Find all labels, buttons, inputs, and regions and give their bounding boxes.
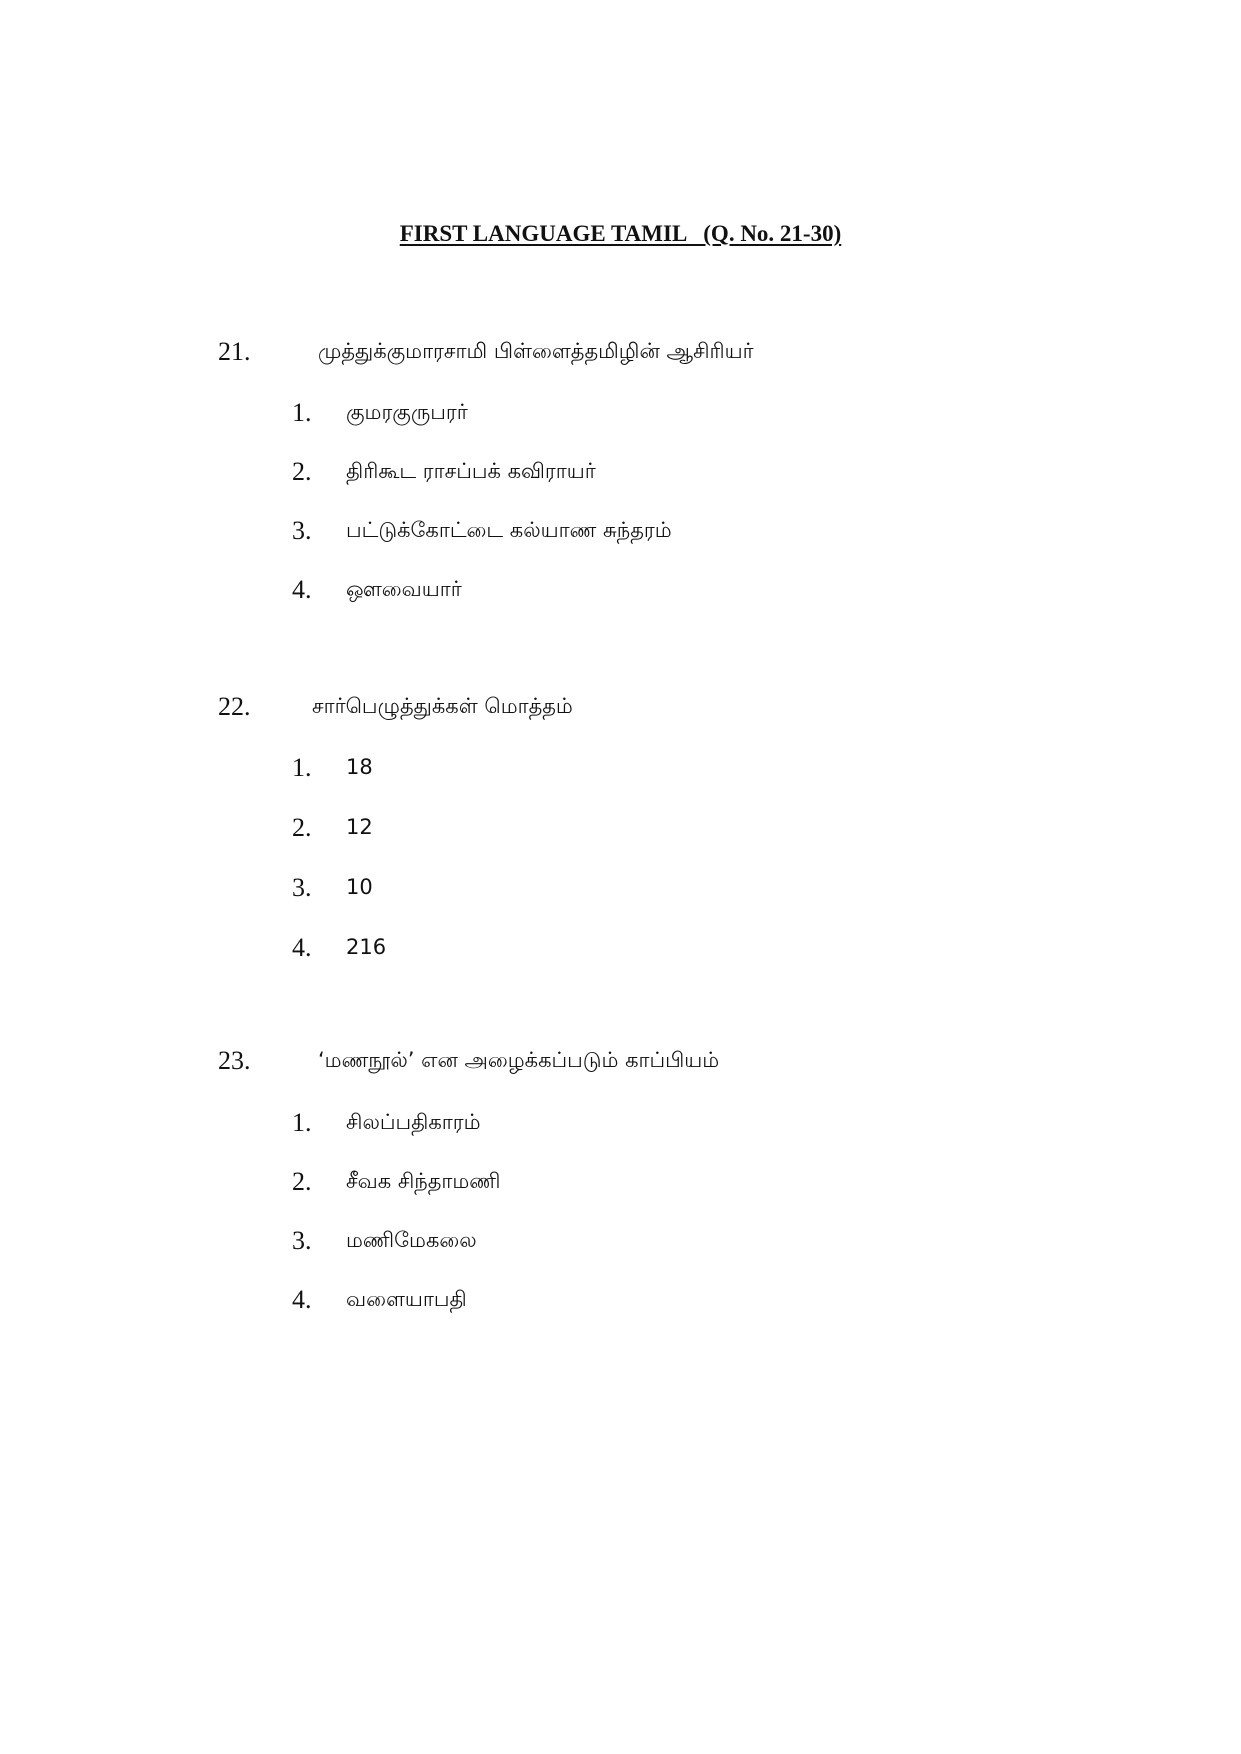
option-text: 18 <box>346 755 373 779</box>
question-number: 22. <box>218 692 251 721</box>
option-text: 216 <box>346 935 387 959</box>
option-number: 1. <box>292 1108 312 1137</box>
question-23-option-2 <box>0 1167 1241 1207</box>
question-number: 21. <box>218 337 251 366</box>
page-title: FIRST LANGUAGE TAMIL (Q. No. 21-30) <box>399 221 842 246</box>
question-21-option-2 <box>0 457 1241 497</box>
option-number: 3. <box>292 1226 312 1255</box>
question-text: சார்பெழுத்துக்கள் மொத்தம் <box>312 694 573 718</box>
option-number: 4. <box>292 933 312 962</box>
option-number: 1. <box>292 398 312 427</box>
question-21-option-1 <box>0 398 1241 438</box>
question-number: 23. <box>218 1046 251 1075</box>
option-number: 3. <box>292 516 312 545</box>
question-23-option-3 <box>0 1226 1241 1266</box>
question-21-option-3 <box>0 516 1241 556</box>
option-number: 2. <box>292 457 312 486</box>
option-text: ஔவையார் <box>346 577 462 601</box>
option-number: 3. <box>292 873 312 902</box>
option-text: 12 <box>346 815 373 839</box>
option-number: 4. <box>292 1285 312 1314</box>
option-text: மணிமேகலை <box>346 1228 477 1252</box>
option-number: 1. <box>292 753 312 782</box>
option-text: வளையாபதி <box>346 1287 467 1311</box>
option-text: சீவக சிந்தாமணி <box>346 1169 501 1193</box>
option-text: 10 <box>346 875 373 899</box>
question-22-option-4 <box>0 933 1241 973</box>
question-23-option-1 <box>0 1108 1241 1148</box>
option-text: திரிகூட ராசப்பக் கவிராயர் <box>346 459 596 483</box>
question-22-option-3 <box>0 873 1241 913</box>
option-text: குமரகுருபரர் <box>346 400 468 424</box>
question-23-option-4 <box>0 1285 1241 1325</box>
question-text: முத்துக்குமாரசாமி பிள்ளைத்தமிழின் ஆசிரியர் <box>318 339 754 363</box>
option-number: 4. <box>292 575 312 604</box>
option-number: 2. <box>292 1167 312 1196</box>
question-text: ‘மணநூல்’ என அழைக்கப்படும் காப்பியம் <box>318 1048 720 1072</box>
question-22-option-1 <box>0 753 1241 793</box>
option-number: 2. <box>292 813 312 842</box>
question-22-option-2 <box>0 813 1241 853</box>
option-text: பட்டுக்கோட்டை கல்யாண சுந்தரம் <box>346 518 672 542</box>
option-text: சிலப்பதிகாரம் <box>346 1110 481 1134</box>
question-21-option-4 <box>0 575 1241 615</box>
